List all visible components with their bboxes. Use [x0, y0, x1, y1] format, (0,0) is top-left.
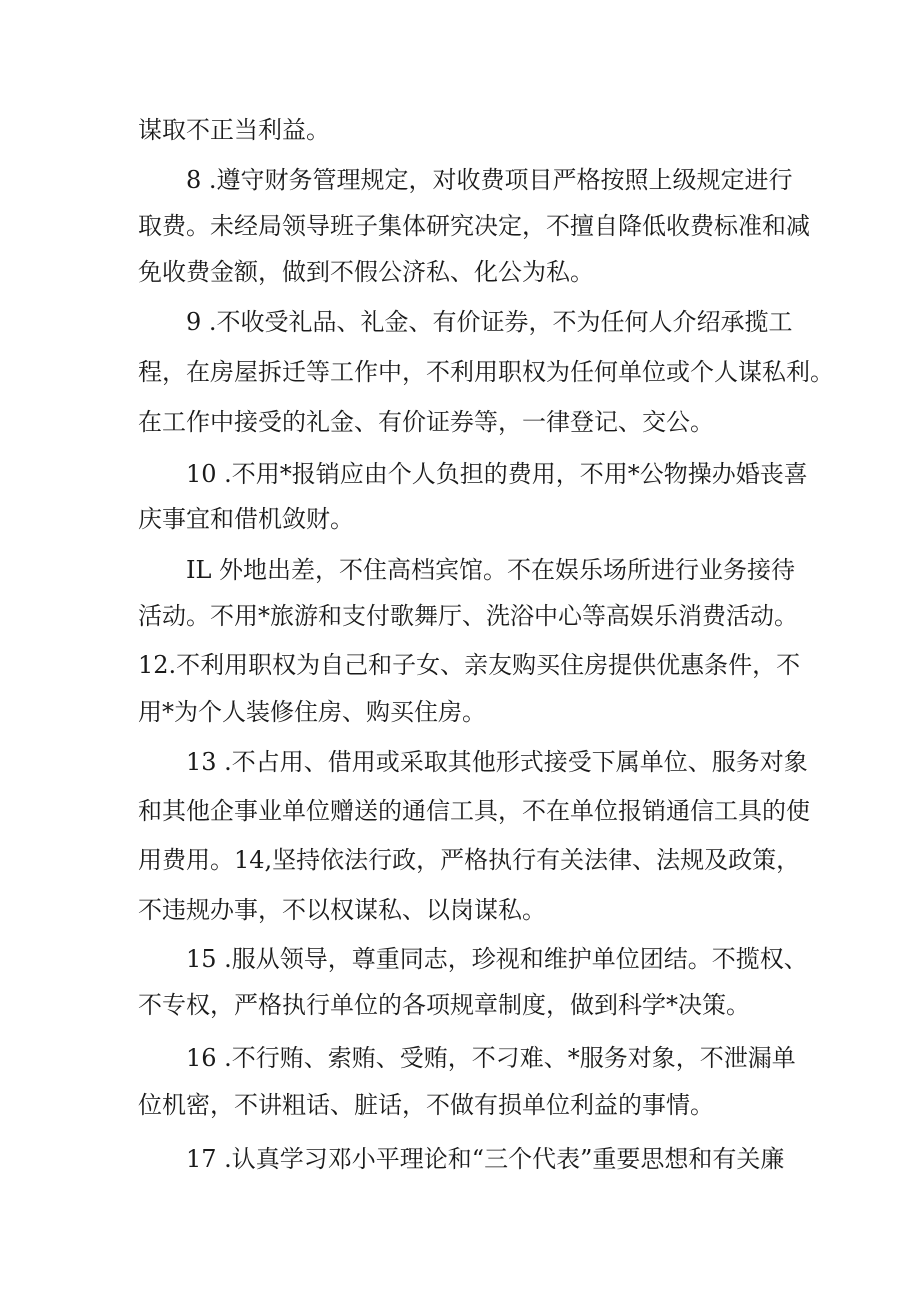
text-line: 不专权，严格执行单位的各项规章制度，做到科学*决策。 [138, 991, 750, 1019]
text-line: 位机密，不讲粗话、脏话，不做有损单位利益的事情。 [138, 1091, 714, 1119]
text-line: 在工作中接受的礼金、有价证券等，一律登记、交公。 [138, 408, 714, 436]
text-line: 谋取不正当利益。 [138, 116, 330, 144]
text-line: 活动。不用*旅游和支付歌舞厅、洗浴中心等高娱乐消费活动。 [138, 602, 798, 630]
text-line: 8 .遵守财务管理规定，对收费项目严格按照上级规定进行 [186, 166, 793, 194]
text-line: IL 外地出差，不住高档宾馆。不在娱乐场所进行业务接待 [186, 556, 796, 584]
text-line: 免收费金额，做到不假公济私、化公为私。 [138, 258, 594, 286]
text-line: 16 .不行贿、索贿、受贿，不刁难、*服务对象，不泄漏单 [186, 1044, 796, 1072]
text-line: 用费用。14,坚持依法行政，严格执行有关法律、法规及政策， [138, 846, 801, 874]
text-line: 17 .认真学习邓小平理论和“三个代表”重要思想和有关廉 [186, 1145, 785, 1173]
text-line: 13 .不占用、借用或采取其他形式接受下属单位、服务对象 [186, 748, 808, 776]
text-line: 和其他企事业单位赠送的通信工具，不在单位报销通信工具的使 [138, 797, 810, 825]
text-line: 取费。未经局领导班子集体研究决定，不擅自降低收费标准和减 [138, 212, 810, 240]
text-line: 用*为个人装修住房、购买住房。 [138, 698, 486, 726]
text-line: 程，在房屋拆迁等工作中，不利用职权为任何单位或个人谋私利。 [138, 358, 834, 386]
text-line: 10 .不用*报销应由个人负担的费用，不用*公物操办婚丧喜 [186, 460, 808, 488]
text-line: 15 .服从领导，尊重同志，珍视和维护单位团结。不揽权、 [186, 945, 808, 973]
text-line: 12.不利用职权为自己和子女、亲友购买住房提供优惠条件，不 [138, 651, 801, 679]
text-line: 9 .不收受礼品、礼金、有价证券，不为任何人介绍承揽工 [186, 308, 793, 336]
text-line: 庆事宜和借机敛财。 [138, 505, 354, 533]
text-line: 不违规办事，不以权谋私、以岗谋私。 [138, 896, 546, 924]
